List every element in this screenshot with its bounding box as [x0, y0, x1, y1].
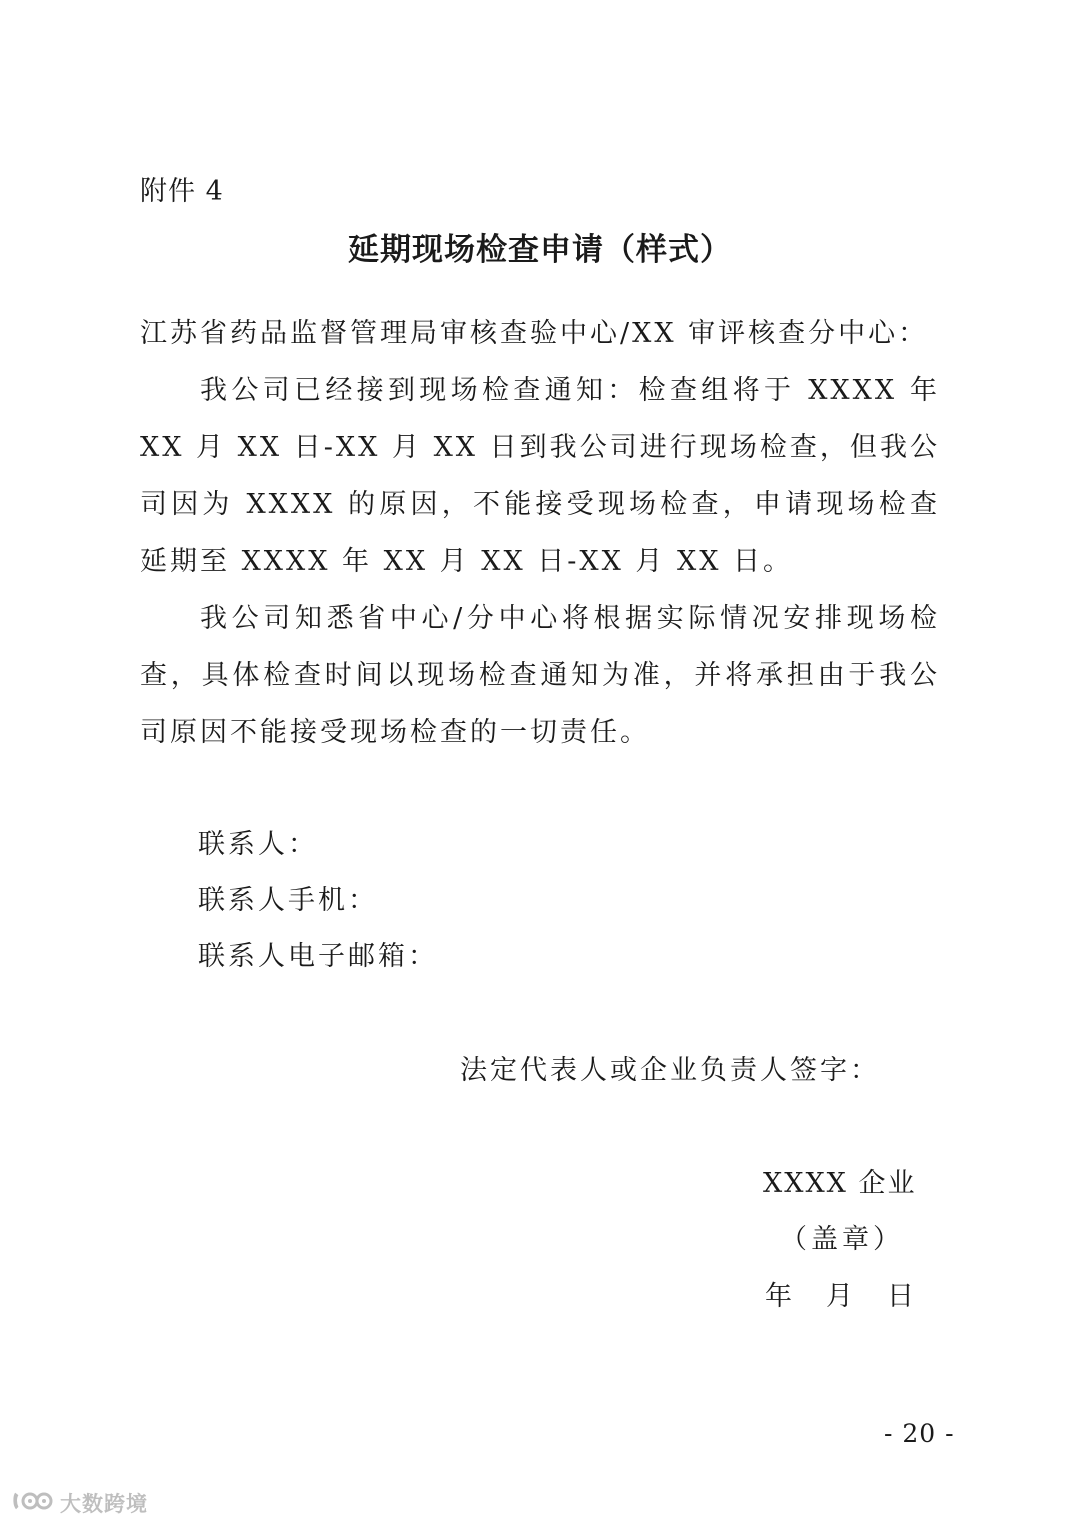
- contact-person-label: 联系人：: [198, 829, 318, 860]
- watermark-logo-icon: [10, 1488, 54, 1518]
- attachment-label: 附件 4: [140, 176, 224, 207]
- date-month: 月: [826, 1281, 853, 1312]
- watermark-text: 大数跨境: [60, 1492, 148, 1516]
- document-title: 延期现场检查申请（样式）: [348, 232, 732, 268]
- page-number: - 20 -: [884, 1419, 955, 1448]
- body-paragraph-2: 我公司知悉省中心/分中心将根据实际情况安排现场检查，具体检查时间以现场检查通知为准，并将承担由于我公司原因不能接受现场检查的一切责任。: [140, 603, 940, 748]
- date-day: 日: [887, 1281, 914, 1312]
- signature-date: [765, 1273, 914, 1321]
- seal-label: （盖章）: [780, 1224, 904, 1255]
- representative-signature-label: 法定代表人或企业负责人签字：: [460, 1055, 880, 1086]
- addressee: 江苏省药品监督管理局审核查验中心/XX 审评核查分中心：: [140, 318, 929, 349]
- company-name: XXXX 企业: [763, 1168, 917, 1199]
- date-year: 年: [765, 1281, 792, 1312]
- contact-email-label: 联系人电子邮箱：: [198, 941, 438, 972]
- watermark: [10, 1488, 148, 1518]
- contact-phone-label: 联系人手机：: [198, 885, 378, 916]
- body-paragraph-1: 我公司已经接到现场检查通知：检查组将于 XXXX 年 XX 月 XX 日-XX 月 XX 日到我公司进行现场检查，但我公司因为 XXXX 的原因，不能接受现场检查，申请现场检查延期至 XXXX 年 XX 月 XX 日-XX 月 XX 日。: [140, 375, 940, 577]
